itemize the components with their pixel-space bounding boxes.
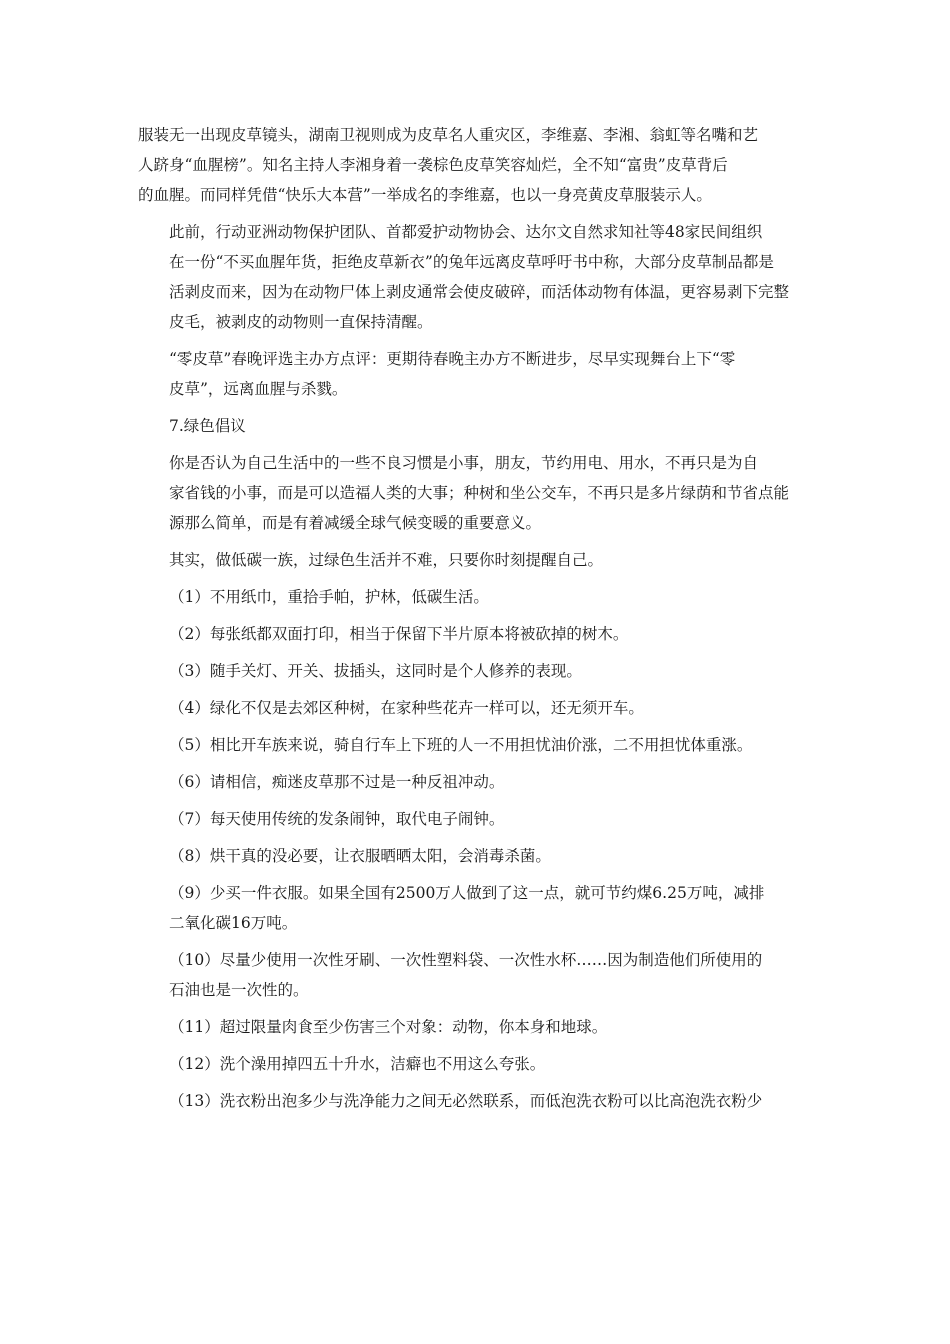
text-line: 二氧化碳16万吨。 <box>169 914 298 932</box>
paragraph <box>138 878 814 938</box>
text-line: 7.绿色倡议 <box>169 417 246 435</box>
text-line: 皮草”，远离血腥与杀戮。 <box>169 380 348 398</box>
text-line: 此前，行动亚洲动物保护团队、首都爱护动物协会、达尔文自然求知社等48家民间组织 <box>169 223 763 241</box>
paragraph <box>138 693 814 723</box>
paragraph <box>138 120 814 210</box>
text-line: 其实，做低碳一族，过绿色生活并不难，只要你时刻提醒自己。 <box>169 551 604 569</box>
document-page <box>138 120 814 1116</box>
text-line: 石油也是一次性的。 <box>169 981 309 999</box>
text-line: 你是否认为自己生活中的一些不良习惯是小事，朋友，节约用电、用水，不再只是为自 <box>169 454 759 472</box>
paragraph <box>138 619 814 649</box>
paragraph <box>138 545 814 575</box>
text-line: （1）不用纸巾，重拾手帕，护林，低碳生活。 <box>169 588 489 606</box>
text-line: 在一份“不买血腥年货，拒绝皮草新衣”的兔年远离皮草呼吁书中称，大部分皮草制品都是 <box>169 253 774 271</box>
text-line: 皮毛，被剥皮的动物则一直保持清醒。 <box>169 313 433 331</box>
paragraph <box>138 582 814 612</box>
text-line: 家省钱的小事，而是可以造福人类的大事；种树和坐公交车，不再只是多片绿荫和节省点能 <box>169 484 790 502</box>
paragraph <box>138 841 814 871</box>
text-line: （2）每张纸都双面打印，相当于保留下半片原本将被砍掉的树木。 <box>169 625 629 643</box>
text-line: （9）少买一件衣服。如果全国有2500万人做到了这一点，就可节约煤6.25万吨，减排 <box>169 884 765 902</box>
paragraph <box>138 945 814 1005</box>
text-line: 的血腥。而同样凭借“快乐大本营”一举成名的李维嘉，也以一身亮黄皮草服装示人。 <box>138 186 712 204</box>
text-line: （13）洗衣粉出泡多少与洗净能力之间无必然联系，而低泡洗衣粉可以比高泡洗衣粉少 <box>169 1092 763 1110</box>
paragraph <box>138 411 814 441</box>
paragraph <box>138 1086 814 1116</box>
text-line: “零皮草”春晚评选主办方点评：更期待春晚主办方不断进步，尽早实现舞台上下“零 <box>169 350 736 368</box>
paragraph <box>138 767 814 797</box>
text-line: （4）绿化不仅是去郊区种树，在家种些花卉一样可以，还无须开车。 <box>169 699 644 717</box>
paragraph <box>138 217 814 337</box>
text-line: （6）请相信，痴迷皮草那不过是一种反祖冲动。 <box>169 773 505 791</box>
text-line: 服装无一出现皮草镜头，湖南卫视则成为皮草名人重灾区，李维嘉、李湘、翁虹等名嘴和艺 <box>138 126 759 144</box>
paragraph <box>138 1049 814 1079</box>
paragraph <box>138 344 814 404</box>
text-line: （11）超过限量肉食至少伤害三个对象：动物，你本身和地球。 <box>169 1018 608 1036</box>
text-line: （12）洗个澡用掉四五十升水，洁癖也不用这么夸张。 <box>169 1055 546 1073</box>
text-line: 活剥皮而来，因为在动物尸体上剥皮通常会使皮破碎，而活体动物有体温，更容易剥下完整 <box>169 283 790 301</box>
text-line: 源那么简单，而是有着减缓全球气候变暖的重要意义。 <box>169 514 542 532</box>
paragraph <box>138 730 814 760</box>
text-line: （7）每天使用传统的发条闹钟，取代电子闹钟。 <box>169 810 505 828</box>
text-line: （8）烘干真的没必要，让衣服晒晒太阳，会消毒杀菌。 <box>169 847 551 865</box>
text-line: 人跻身“血腥榜”。知名主持人李湘身着一袭棕色皮草笑容灿烂，全不知“富贵”皮草背后 <box>138 156 728 174</box>
text-line: （5）相比开车族来说，骑自行车上下班的人一不用担忧油价涨，二不用担忧体重涨。 <box>169 736 753 754</box>
paragraph <box>138 1012 814 1042</box>
text-line: （3）随手关灯、开关、拔插头，这同时是个人修养的表现。 <box>169 662 582 680</box>
text-line: （10）尽量少使用一次性牙刷、一次性塑料袋、一次性水杯……因为制造他们所使用的 <box>169 951 763 969</box>
paragraph <box>138 656 814 686</box>
paragraph <box>138 448 814 538</box>
paragraph <box>138 804 814 834</box>
